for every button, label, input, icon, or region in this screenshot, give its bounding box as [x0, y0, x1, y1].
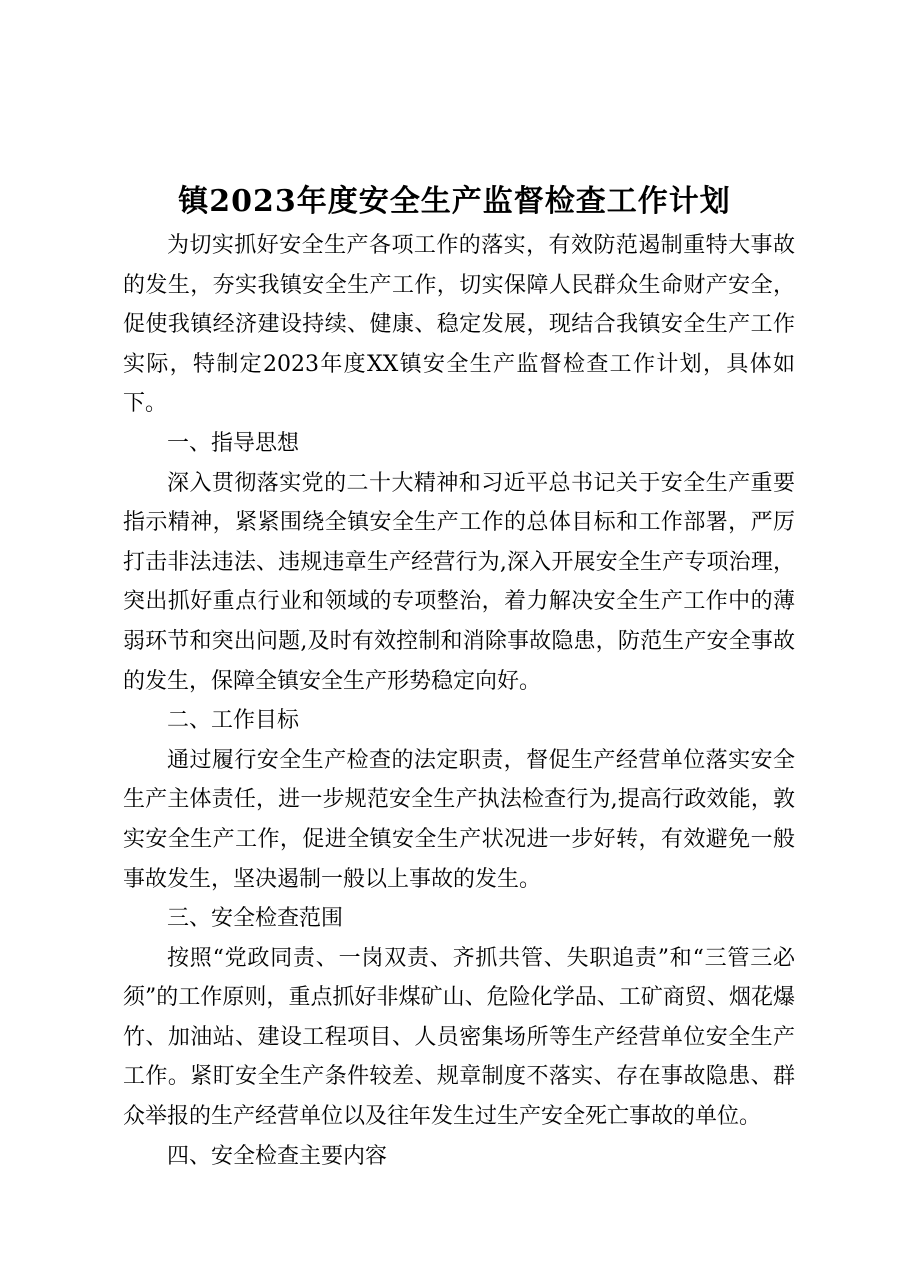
section-body-inspection-scope: 按照“党政同责、一岗双责、齐抓共管、失职追责”和“三管三必须”的工作原则，重点抓好非煤矿山、危险化学品、工矿商贸、烟花爆竹、加油站、建设工程项目、人员密集场所等生产经营单位安全生产工作。紧盯安全生产条件较差、规章制度不落实、存在事故隐患、群众举报的生产经营单位以及往年发生过生产安全死亡事故的单位。	[123, 945, 795, 1130]
section-heading-guiding-ideology: 一、指导思想	[167, 430, 300, 456]
section-heading-inspection-content: 四、安全检查主要内容	[167, 1143, 388, 1169]
intro-paragraph: 为切实抓好安全生产各项工作的落实，有效防范遏制重特大事故的发生，夯实我镇安全生产工作，切实保障人民群众生命财产安全，促使我镇经济建设持续、健康、稳定发展，现结合我镇安全生产工作实际，特制定2023年度XX镇安全生产监督检查工作计划，具体如下。	[123, 233, 795, 417]
document-body	[123, 226, 795, 1176]
section-heading-inspection-scope: 三、安全检查范围	[167, 906, 344, 932]
section-heading-work-goals: 二、工作目标	[167, 708, 300, 734]
document-title: 镇2023年度安全生产监督检查工作计划	[178, 184, 731, 220]
section-body-work-goals: 通过履行安全生产检查的法定职责，督促生产经营单位落实安全生产主体责任，进一步规范安全生产执法检查行为,提高行政效能，敦实安全生产工作，促进全镇安全生产状况进一步好转，有效避免一般事故发生，坚决遏制一般以上事故的发生。	[123, 747, 795, 892]
section-body-guiding-ideology: 深入贯彻落实党的二十大精神和习近平总书记关于安全生产重要指示精神，紧紧围绕全镇安全生产工作的总体目标和工作部署，严厉打击非法违法、违规违章生产经营行为,深入开展安全生产专项治理，突出抓好重点行业和领域的专项整治，着力解决安全生产工作中的薄弱环节和突出问题,及时有效控制和消除事故隐患，防范生产安全事故的发生，保障全镇安全生产形势稳定向好。	[123, 470, 795, 694]
